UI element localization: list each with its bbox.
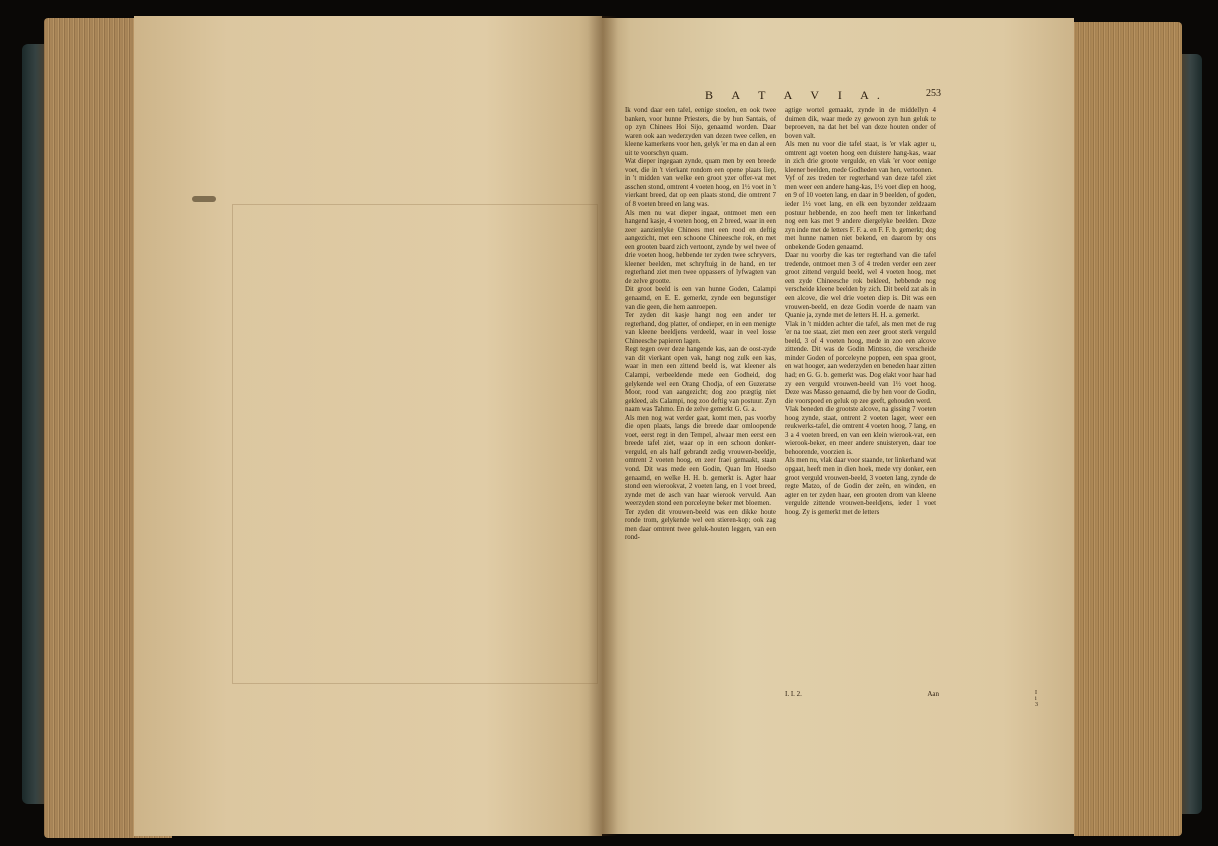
leaf-mark: I i 3 — [1035, 690, 1038, 708]
catchword: Aan — [927, 690, 939, 698]
page-number: 253 — [926, 88, 941, 99]
right-page-edges — [1074, 22, 1182, 836]
right-page-text — [625, 88, 1038, 708]
page-footer — [785, 690, 1038, 708]
ink-blot — [192, 196, 216, 202]
running-head — [625, 88, 939, 104]
signature-mark: I. I. 2. — [785, 690, 802, 698]
open-book — [22, 14, 1202, 838]
book-gutter — [588, 16, 618, 836]
plate-impression — [232, 204, 598, 684]
running-title: B A T A V I A. — [705, 88, 888, 102]
text-column-left: Ik vond daar een tafel, eenige stoelen, en ook twee banken, voor hunne Priesters, die by hun Santais, of op zyn Chinees Hoi Sijo, genaamd worden. Daar waren ook aan wederzyden van dezen twee cellen, en kleene kamerkens voor hen, gelyk 'er ma en dan al een uit te voorschyn quam. Wat dieper ingegaan zynde, quam men by een breede voet, die in 't vierkant rondom een opene plaats liep, in 't midden van welke een groot yzer offer-vat met asschen stond, omtrent 4 voeten hoog, en 1½ voet in 't vierkant breed, dat op een plaats stond, die omtrent 7 of 8 voeten breed en lang was. Als men nu wat dieper ingaat, ontmoet men een hangend kasje, 4 voeten hoog, en 2 breed, waar in een zeer aanzienlyke Chinees met een rood en deftig aangezicht, met een schoone Chineesche rok, en met een grooten baard zich vertoont, zynde by wel twee of drie voeten hoog, hebbende ter zyden twee schryvers, kleener beelden, met schryftuig in de hand, en ter regterhand ziet men twee oppassers of lyfwagten van de zelve grootte. Dit groot beeld is een van hunne Goden, Calampi genaamd, en E. E. gemerkt, zynde een begunstiger van die geen, die hem aanroepen. Ter zyden dit kasje hangt nog een ander ter regterhand, dog platter, of ondieper, en in een menigte van kleene beeldjens verdeeld, waar in veel losse Chineesche papieren lagen. Regt tegen over deze hangende kas, aan de oost-zyde van dit vierkant open vak, hangt nog zulk een kas, waar in men een zittend beeld is, wat kleener als Calampi, verbeeldende mede een Godheid, dog gelykende wel een Orang Chodja, of een Guzeratse Moor, rood van aangezicht; dog zoo prægtig niet gekleed, als Calampi, nog zoo deftig van postuur. Zyn naam was Tahmo. En de zelve gemerkt G. G. a. Als men nog wat verder gaat, komt men, pas voorby die open plaats, langs die breede daar omloopende voet, eerst regt in den Tempel, alwaar men eerst een breede tafel ziet, waar op in een schoon donker-verguld, en als half gebrandt zedig vrouwen-beeldje, omtrent 2 voeten hoog, en zeer fraei gemaakt, staan vond. Dit was mede een Godin, Quan Im Hoedso genaamd, en welke H. H. b. gemerkt is. Agter haar stond een wierookvat, 2 voeten lang, en 1 voet breed, zynde met de asch van haar wierook vervuld. Aan weerzyden stond een porceleyne beker met bloemen. Ter zyden dit vrouwen-beeld was een dikke houte ronde trom, gelykende wel een stieren-kop; ook zag men daar omtrent twee geluk-houten leggen, van een rond- — [625, 107, 776, 542]
left-page — [134, 16, 602, 836]
text-column-right: agtige wortel gemaakt, zynde in de middellyn 4 duimen dik, waar mede zy gewoon zyn hun geluk te beproeven, na dat het bel van deze houten onder of boven valt. Als men nu voor die tafel staat, is 'er vlak agter u, omtrent agt voeten hoog een duistere hang-kas, waar in zich drie groote vergulde, en vlak 'er voor eenige kleener beelden, mede Godheden van hen, vertoonen. Vyf of zes treden ter regterhand van deze tafel ziet men weer een andere hang-kas, 1½ voet diep en hoog, en 9 of 10 voeten lang, en daar in 9 beelden, of goden, ieder 1½ voet lang, en elk een byzonder zeldzaam postuur hebbende, en zoo heeft men ter linkerhand nog een kas met 9 andere diergelyke beelden. Deze zyn inde met de letters F. F. a. en F. F. b. gemerkt; dog met hunne namen niet bekend, en daarom by ons onbekende Goden genaamd. Daar nu voorby die kas ter regterhand van die tafel tredende, ontmoet men 3 of 4 treden verder een zeer groot zittend verguld beeld, wel 4 voeten hoog, met een zyde Chineesche rok bekleed, hebbende nog verscheide kleene beelden by zich. Dit beeld zat als in een alcove, die wel drie voeten diep is. Dit was een vrouwen-beeld, en deze Godin voerde de naam van Quanie ja, zynde met de letters H. H. a. gemerkt. Vlak in 't midden achter die tafel, als men met de rug 'er na toe staat, ziet men een zeer groot sterk verguld beeld, 3 of 4 voeten hoog, mede in zoo een alcove zittende. Dit was de Godin Mintsso, die verscheide minder Goden of porceleyne poppen, een spaa groot, en wat hooger, aan wederzyden en beneden haar zitten had; en G. G. b. gemerkt was. Dog elakt voor haar had zy een verguld vrouwen-beeld van 1½ voet hoog. Deze was Masso genaamd, die by hen voor de Godin, die voorspoed en geluk op zee geeft, gehouden werd. Vlak beneden die grootste alcove, na gissing 7 voeten hoog zynde, staat, ontrent 2 voeten lager, weer een reukwerks-tafel, die omtrent 4 voeten hoog, 7 lang, en 3 a 4 voeten breed, en van een klein wierook-vat, een wierook-beker, en meer andere snuisteryen, daar toe behoorende, voorzien is. Als men nu, vlak daar voor staande, ter linkerhand wat opgaat, heeft men in dien hoek, mede vry donker, een groot verguld vrouwen-beeld, 3 voeten lang, zynde de regte Matzo, of de Godin der zeën, en winden, en agter en ter zyden haar, een grooten drom van kleene vergulde zittende vrouwen-beeldjens, ieder 1 voet hoog. Zy is gemerkt met de letters — [785, 107, 936, 516]
